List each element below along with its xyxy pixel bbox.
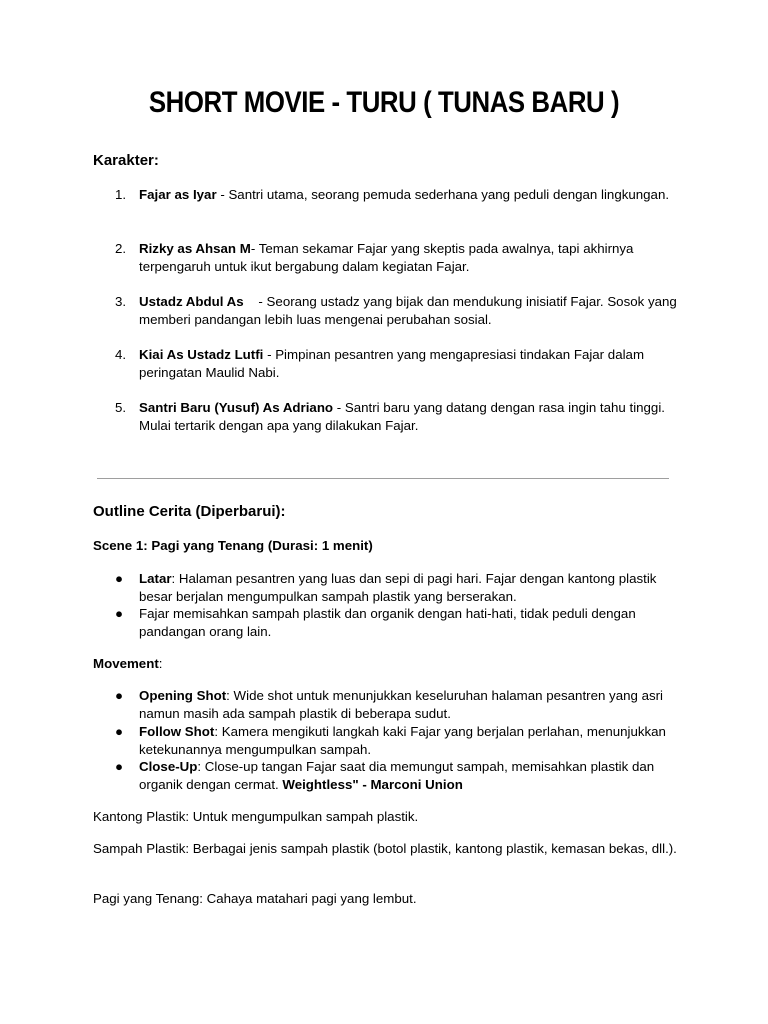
outline-heading: Outline Cerita (Diperbarui): [93,503,286,520]
bullet-icon: ● [115,688,124,703]
bullet-text: : Halaman pesantren yang luas dan sepi di pagi hari. Fajar dengan kantong plastik besar berjalan mengumpulkan sampah plastik yang berserakan. [139,571,657,604]
movement-label: Movement [93,656,159,671]
character-description: - Seorang ustadz yang bijak dan mendukung inisiatif Fajar. Sosok yang memberi pandangan lebih luas mengenai perubahan sosial. [139,294,681,327]
movement-colon: : [158,656,163,671]
list-number: 4. [115,347,127,362]
bullet-text: : Close-up tangan Fajar saat dia memungut sampah, memisahkan plastik dan organik dengan cermat. [139,759,655,792]
bullet-label: Follow Shot [139,724,215,739]
bullet-label: Opening Shot [139,688,227,703]
list-number: 2. [115,241,127,256]
character-description: - Pimpinan pesantren yang mengapresiasi tindakan Fajar dalam peringatan Maulid Nabi. [139,347,645,380]
character-description: - Santri baru yang datang dengan rasa ingin tahu tinggi. Mulai tertarik dengan apa yang dilakukan Fajar. [139,400,665,433]
bullet-icon: ● [115,571,124,586]
character-name: Rizky as Ahsan M [139,241,251,256]
bullet-icon: ● [115,759,124,774]
bullet-text: : Kamera mengikuti langkah kaki Fajar yang berjalan perlahan, menunjukkan ketekunannya mengumpulkan sampah. [139,724,666,757]
music-credit: Weightless" - Marconi Union [282,777,463,792]
note-paragraph: Sampah Plastik: Berbagai jenis sampah plastik (botol plastik, kantong plastik, kemasan bekas, dll.). [93,841,677,856]
character-description: - Santri utama, seorang pemuda sederhana yang peduli dengan lingkungan. [216,187,670,202]
bullet-icon: ● [115,606,124,621]
scene-heading: Scene 1: Pagi yang Tenang (Durasi: 1 menit) [93,538,373,553]
document-title: SHORT MOVIE - TURU ( TUNAS BARU ) [148,86,620,119]
character-name: Kiai As Ustadz Lutfi [139,347,264,362]
bullet-label: Close-Up [139,759,198,774]
note-paragraph: Pagi yang Tenang: Cahaya matahari pagi yang lembut. [93,891,417,906]
karakter-heading: Karakter: [93,152,159,169]
bullet-text: : Wide shot untuk menunjukkan keseluruhan halaman pesantren yang asri namun masih ada sampah plastik di beberapa sudut. [139,688,664,721]
horizontal-divider [97,478,669,479]
note-paragraph: Kantong Plastik: Untuk mengumpulkan sampah plastik. [93,809,419,824]
bullet-label: Latar [139,571,172,586]
character-name: Ustadz Abdul As [139,294,244,309]
movement-heading [93,655,683,673]
bullet-text: Fajar memisahkan sampah plastik dan organik dengan hati-hati, tidak peduli dengan pandangan orang lain. [139,606,636,639]
list-number: 1. [115,187,127,202]
character-name: Fajar as Iyar [139,187,217,202]
list-number: 5. [115,400,127,415]
character-name: Santri Baru (Yusuf) As Adriano [139,400,334,415]
bullet-icon: ● [115,724,124,739]
list-number: 3. [115,294,127,309]
character-description: - Teman sekamar Fajar yang skeptis pada awalnya, tapi akhirnya terpengaruh untuk ikut bergabung dalam kegiatan Fajar. [139,241,634,274]
